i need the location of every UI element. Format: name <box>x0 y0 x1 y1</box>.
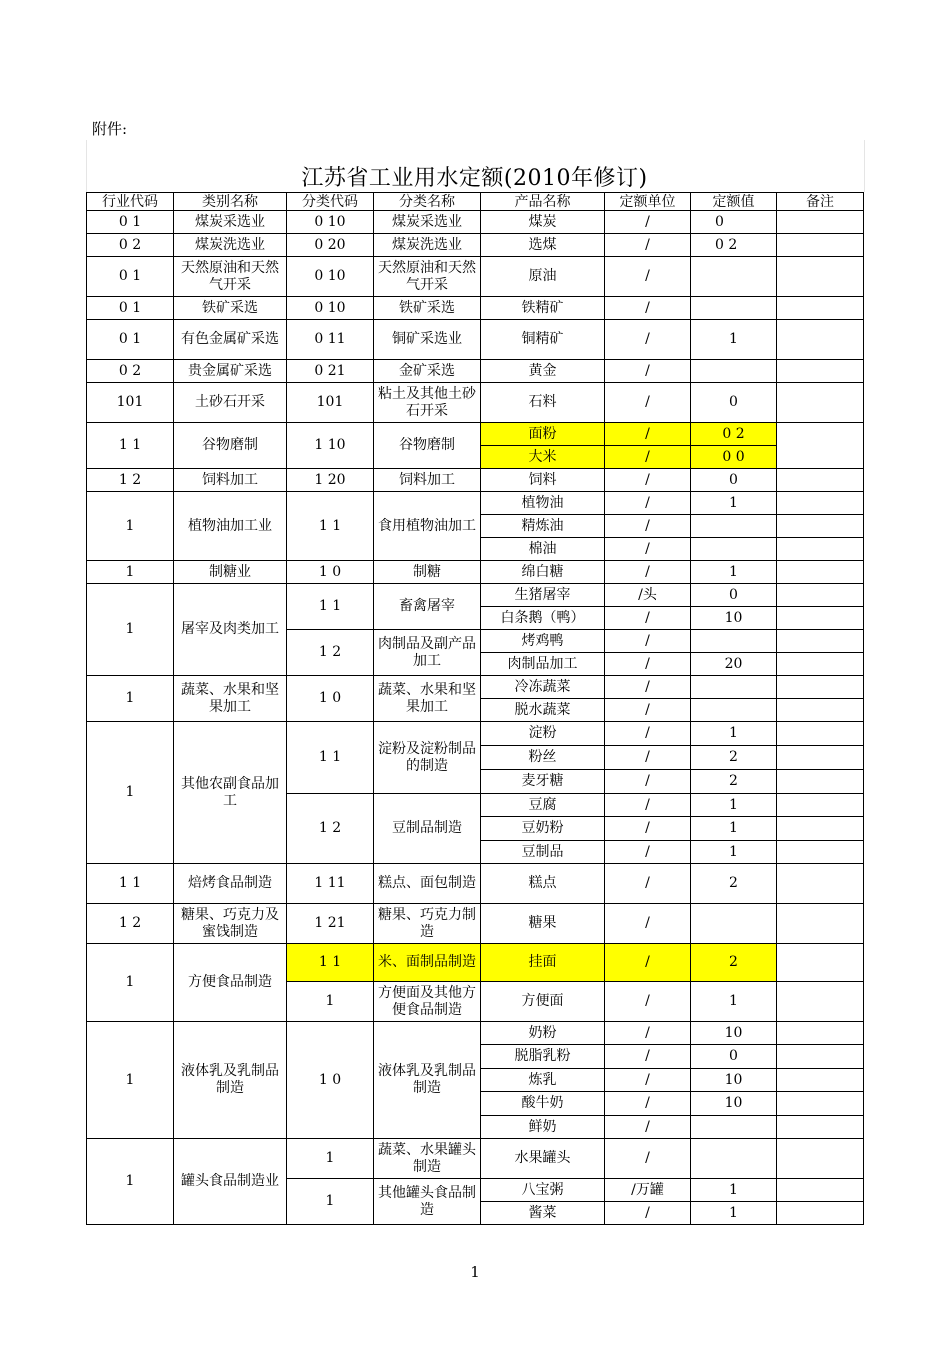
table-cell: 1 0 <box>287 1022 374 1139</box>
table-cell: 2 <box>691 944 777 982</box>
header-class-code: 分类代码 <box>287 193 374 211</box>
table-cell <box>777 746 864 770</box>
table-cell: 1 1 <box>287 584 374 630</box>
table-cell <box>691 1139 777 1179</box>
table-cell: / <box>605 746 691 770</box>
table-cell: 1 0 <box>287 561 374 584</box>
table-cell: 铁矿采选 <box>174 297 287 320</box>
table-cell: 10 <box>691 1069 777 1092</box>
table-cell: 其他农副食品加工 <box>174 722 287 864</box>
table-cell <box>777 676 864 699</box>
table-cell <box>777 1202 864 1225</box>
table-cell: 1 <box>287 1179 374 1225</box>
table-cell <box>691 360 777 383</box>
table-cell: / <box>605 944 691 982</box>
table-cell: / <box>605 446 691 469</box>
header-product-name: 产品名称 <box>481 193 605 211</box>
table-cell: 0 1 <box>87 257 174 297</box>
table-cell: 豆制品 <box>481 841 605 864</box>
table-cell: 1 <box>691 561 777 584</box>
table-cell: 0 2 <box>87 360 174 383</box>
table-cell: / <box>605 538 691 561</box>
table-row <box>87 360 864 383</box>
table-cell: /万罐 <box>605 1179 691 1202</box>
table-cell: 10 <box>691 1022 777 1045</box>
table-cell <box>777 904 864 944</box>
table-cell: 冷冻蔬菜 <box>481 676 605 699</box>
table-cell: 酱菜 <box>481 1202 605 1225</box>
table-cell: 米、面制品制造 <box>374 944 481 982</box>
table-cell: / <box>605 770 691 794</box>
table-cell: 0 0 <box>691 446 777 469</box>
table-cell: 1 <box>691 492 777 515</box>
table-cell: 0 1 <box>87 297 174 320</box>
table-row <box>87 676 864 699</box>
table-cell: 1 <box>87 722 174 864</box>
table-cell: / <box>605 1022 691 1045</box>
table-cell <box>691 297 777 320</box>
table-row <box>87 320 864 360</box>
table-cell <box>691 904 777 944</box>
table-cell: 金矿采选 <box>374 360 481 383</box>
table-cell: 1 <box>87 676 174 722</box>
table-cell: / <box>605 841 691 864</box>
water-quota-table <box>86 192 864 1225</box>
table-row <box>87 864 864 904</box>
table-cell: 0 1 <box>87 320 174 360</box>
table-cell <box>777 297 864 320</box>
table-cell: / <box>605 864 691 904</box>
table-cell: 水果罐头 <box>481 1139 605 1179</box>
table-cell: / <box>605 1045 691 1069</box>
table-cell: 101 <box>87 383 174 423</box>
table-cell: 棉油 <box>481 538 605 561</box>
table-cell: 1 <box>691 982 777 1022</box>
table-cell: 奶粉 <box>481 1022 605 1045</box>
table-cell <box>777 770 864 794</box>
table-cell: 肉制品加工 <box>481 653 605 676</box>
table-cell: 1 2 <box>87 904 174 944</box>
table-cell <box>691 1116 777 1139</box>
table-cell: 精炼油 <box>481 515 605 538</box>
table-cell: 八宝粥 <box>481 1179 605 1202</box>
table-cell: 糖果、巧克力及蜜饯制造 <box>174 904 287 944</box>
table-row <box>87 561 864 584</box>
table-cell: / <box>605 561 691 584</box>
table-cell <box>777 722 864 746</box>
table-cell: 0 2 <box>691 234 777 257</box>
table-cell <box>777 1045 864 1069</box>
table-cell <box>777 794 864 817</box>
table-cell: 有色金属矿采选 <box>174 320 287 360</box>
table-cell: 罐头食品制造业 <box>174 1139 287 1225</box>
table-cell: / <box>605 1202 691 1225</box>
table-cell: 1 <box>691 841 777 864</box>
table-cell: / <box>605 676 691 699</box>
table-cell <box>777 817 864 841</box>
table-cell: 1 1 <box>287 722 374 794</box>
table-cell: 植物油加工业 <box>174 492 287 561</box>
table-cell <box>691 257 777 297</box>
table-cell: 原油 <box>481 257 605 297</box>
table-cell: 制糖业 <box>174 561 287 584</box>
table-cell: 挂面 <box>481 944 605 982</box>
table-cell <box>777 1069 864 1092</box>
table-cell: 1 <box>691 817 777 841</box>
table-cell: 生猪屠宰 <box>481 584 605 607</box>
header-quota-unit: 定额单位 <box>605 193 691 211</box>
table-cell: 铜精矿 <box>481 320 605 360</box>
table-cell: 20 <box>691 653 777 676</box>
table-cell: 0 <box>691 469 777 492</box>
table-cell <box>777 864 864 904</box>
table-cell: / <box>605 234 691 257</box>
table-cell: 铁矿采选 <box>374 297 481 320</box>
header-industry-code: 行业代码 <box>87 193 174 211</box>
table-cell: / <box>605 699 691 722</box>
table-cell: / <box>605 1116 691 1139</box>
table-cell <box>691 515 777 538</box>
table-cell: 食用植物油加工 <box>374 492 481 561</box>
table-cell: / <box>605 383 691 423</box>
table-cell <box>777 492 864 515</box>
table-cell: 1 1 <box>87 423 174 469</box>
table-cell: 1 2 <box>287 794 374 864</box>
table-cell: 1 <box>287 982 374 1022</box>
table-cell: 淀粉及淀粉制品的制造 <box>374 722 481 794</box>
table-cell: 煤炭采选业 <box>374 211 481 234</box>
table-cell <box>691 699 777 722</box>
table-cell: / <box>605 630 691 653</box>
table-cell: 1 1 <box>87 864 174 904</box>
table-cell: 1 <box>691 1179 777 1202</box>
table-cell <box>777 423 864 469</box>
table-cell <box>777 630 864 653</box>
table-cell <box>777 234 864 257</box>
table-cell: 铜矿采选业 <box>374 320 481 360</box>
table-cell: / <box>605 722 691 746</box>
table-cell: 0 <box>691 383 777 423</box>
table-cell: 糕点、面包制造 <box>374 864 481 904</box>
table-cell: 粘土及其他土砂石开采 <box>374 383 481 423</box>
table-cell: 鲜奶 <box>481 1116 605 1139</box>
table-cell: 1 <box>691 794 777 817</box>
table-cell <box>777 982 864 1022</box>
table-cell: / <box>605 469 691 492</box>
table-cell: 黄金 <box>481 360 605 383</box>
attachment-label: 附件: <box>92 120 128 138</box>
table-cell: 0 10 <box>287 297 374 320</box>
table-cell: 煤炭洗选业 <box>374 234 481 257</box>
table-cell: 1 <box>691 320 777 360</box>
table-row <box>87 584 864 607</box>
table-cell: 豆制品制造 <box>374 794 481 864</box>
table-cell: 选煤 <box>481 234 605 257</box>
table-cell: 畜禽屠宰 <box>374 584 481 630</box>
table-cell <box>777 211 864 234</box>
table-row <box>87 257 864 297</box>
table-cell: 绵白糖 <box>481 561 605 584</box>
table-cell: 0 <box>691 211 777 234</box>
table-cell <box>777 1022 864 1045</box>
table-cell: 1 1 <box>287 944 374 982</box>
table-cell: 糖果 <box>481 904 605 944</box>
table-cell: 烤鸡鸭 <box>481 630 605 653</box>
table-row <box>87 211 864 234</box>
header-category-name: 类别名称 <box>174 193 287 211</box>
table-cell: / <box>605 1069 691 1092</box>
table-cell: 饲料加工 <box>174 469 287 492</box>
table-cell: 液体乳及乳制品制造 <box>374 1022 481 1139</box>
table-cell <box>777 607 864 630</box>
table-cell: / <box>605 794 691 817</box>
table-cell: 1 <box>87 944 174 1022</box>
table-cell: 0 21 <box>287 360 374 383</box>
table-cell <box>777 360 864 383</box>
table-cell: 1 1 <box>287 492 374 561</box>
table-cell: 其他罐头食品制造 <box>374 1179 481 1225</box>
table-cell: 制糖 <box>374 561 481 584</box>
table-cell: 糖果、巧克力制造 <box>374 904 481 944</box>
table-cell <box>777 515 864 538</box>
table-cell <box>777 699 864 722</box>
table-cell: 蔬菜、水果罐头制造 <box>374 1139 481 1179</box>
table-row <box>87 722 864 746</box>
table-cell: 脱脂乳粉 <box>481 1045 605 1069</box>
table-cell <box>777 561 864 584</box>
table-cell: 1 2 <box>87 469 174 492</box>
table-cell: / <box>605 982 691 1022</box>
table-cell: / <box>605 817 691 841</box>
table-cell: / <box>605 1092 691 1116</box>
header-remarks: 备注 <box>777 193 864 211</box>
header-class-name: 分类名称 <box>374 193 481 211</box>
table-cell: / <box>605 515 691 538</box>
table-cell <box>777 841 864 864</box>
table-cell: 0 10 <box>287 257 374 297</box>
table-row <box>87 423 864 446</box>
table-cell: 豆腐 <box>481 794 605 817</box>
table-cell <box>777 1179 864 1202</box>
table-cell: 1 11 <box>287 864 374 904</box>
table-cell: / <box>605 653 691 676</box>
table-cell: 糕点 <box>481 864 605 904</box>
table-cell: 0 11 <box>287 320 374 360</box>
table-cell: 2 <box>691 770 777 794</box>
table-row <box>87 904 864 944</box>
table-cell: 1 <box>87 1022 174 1139</box>
table-row <box>87 492 864 515</box>
table-cell: / <box>605 607 691 630</box>
page-title: 江苏省工业用水定额(2010年修订) <box>301 166 648 191</box>
table-cell <box>777 584 864 607</box>
table-cell: 方便面及其他方便食品制造 <box>374 982 481 1022</box>
table-cell: 酸牛奶 <box>481 1092 605 1116</box>
table-cell: 肉制品及副产品加工 <box>374 630 481 676</box>
table-row <box>87 1139 864 1179</box>
table-cell: 1 <box>87 584 174 676</box>
table-cell: 0 <box>691 584 777 607</box>
table-cell: / <box>605 211 691 234</box>
table-cell: 麦牙糖 <box>481 770 605 794</box>
table-cell: 煤炭 <box>481 211 605 234</box>
table-cell: / <box>605 423 691 446</box>
table-cell <box>777 1139 864 1179</box>
table-cell: / <box>605 297 691 320</box>
table-cell: 1 0 <box>287 676 374 722</box>
table-cell: 炼乳 <box>481 1069 605 1092</box>
table-cell: 白条鹅（鸭） <box>481 607 605 630</box>
table-cell <box>777 383 864 423</box>
table-cell: 蔬菜、水果和坚果加工 <box>174 676 287 722</box>
table-cell: 0 1 <box>87 211 174 234</box>
table-cell: 1 <box>87 1139 174 1225</box>
table-cell: 谷物磨制 <box>174 423 287 469</box>
table-cell: / <box>605 1139 691 1179</box>
table-cell: 1 21 <box>287 904 374 944</box>
table-row <box>87 469 864 492</box>
table-cell: 1 10 <box>287 423 374 469</box>
table-cell <box>777 320 864 360</box>
table-row <box>87 383 864 423</box>
table-cell: 0 <box>691 1045 777 1069</box>
table-cell: 0 2 <box>691 423 777 446</box>
table-cell: 1 2 <box>287 630 374 676</box>
table-cell <box>777 257 864 297</box>
page-number: 1 <box>470 1263 480 1281</box>
table-cell: 1 20 <box>287 469 374 492</box>
table-cell: 天然原油和天然气开采 <box>374 257 481 297</box>
table-cell <box>691 538 777 561</box>
table-cell: 2 <box>691 864 777 904</box>
table-row <box>87 1022 864 1045</box>
table-cell <box>777 1116 864 1139</box>
table-header-row <box>87 193 864 211</box>
table-cell: 饲料 <box>481 469 605 492</box>
table-cell <box>777 538 864 561</box>
table-cell <box>691 676 777 699</box>
table-cell: 谷物磨制 <box>374 423 481 469</box>
table-cell: 0 20 <box>287 234 374 257</box>
table-cell: 10 <box>691 1092 777 1116</box>
table-cell: 2 <box>691 746 777 770</box>
table-cell: 饲料加工 <box>374 469 481 492</box>
table-cell: / <box>605 904 691 944</box>
table-cell: 贵金属矿采选 <box>174 360 287 383</box>
table-row <box>87 234 864 257</box>
header-quota-value: 定额值 <box>691 193 777 211</box>
table-cell: 粉丝 <box>481 746 605 770</box>
table-cell: 屠宰及肉类加工 <box>174 584 287 676</box>
table-cell: 石料 <box>481 383 605 423</box>
table-cell: 101 <box>287 383 374 423</box>
table-cell: 0 2 <box>87 234 174 257</box>
table-cell: 植物油 <box>481 492 605 515</box>
table-cell: 豆奶粉 <box>481 817 605 841</box>
table-cell: 1 <box>691 1202 777 1225</box>
table-cell: 天然原油和天然气开采 <box>174 257 287 297</box>
table-cell <box>691 630 777 653</box>
table-cell: 方便食品制造 <box>174 944 287 1022</box>
table-cell: 1 <box>87 561 174 584</box>
table-cell: 大米 <box>481 446 605 469</box>
table-cell <box>777 469 864 492</box>
table-cell: 1 <box>691 722 777 746</box>
table-cell: / <box>605 320 691 360</box>
table-cell: 0 10 <box>287 211 374 234</box>
table-cell: 土砂石开采 <box>174 383 287 423</box>
table-cell <box>777 944 864 982</box>
table-cell: 1 <box>287 1139 374 1179</box>
table-cell: 煤炭采选业 <box>174 211 287 234</box>
table-row <box>87 944 864 982</box>
table-cell: 脱水蔬菜 <box>481 699 605 722</box>
table-cell: / <box>605 257 691 297</box>
table-cell: 面粉 <box>481 423 605 446</box>
table-cell: / <box>605 492 691 515</box>
table-cell: 焙烤食品制造 <box>174 864 287 904</box>
table-cell <box>777 653 864 676</box>
table-cell: 方便面 <box>481 982 605 1022</box>
table-cell: 铁精矿 <box>481 297 605 320</box>
table-body <box>87 211 864 1225</box>
table-cell: 液体乳及乳制品制造 <box>174 1022 287 1139</box>
table-cell: 1 <box>87 492 174 561</box>
table-cell <box>777 1092 864 1116</box>
table-cell: 煤炭洗选业 <box>174 234 287 257</box>
table-cell: 淀粉 <box>481 722 605 746</box>
table-cell: /头 <box>605 584 691 607</box>
table-cell: 10 <box>691 607 777 630</box>
table-cell: / <box>605 360 691 383</box>
table-cell: 蔬菜、水果和坚果加工 <box>374 676 481 722</box>
table-row <box>87 297 864 320</box>
